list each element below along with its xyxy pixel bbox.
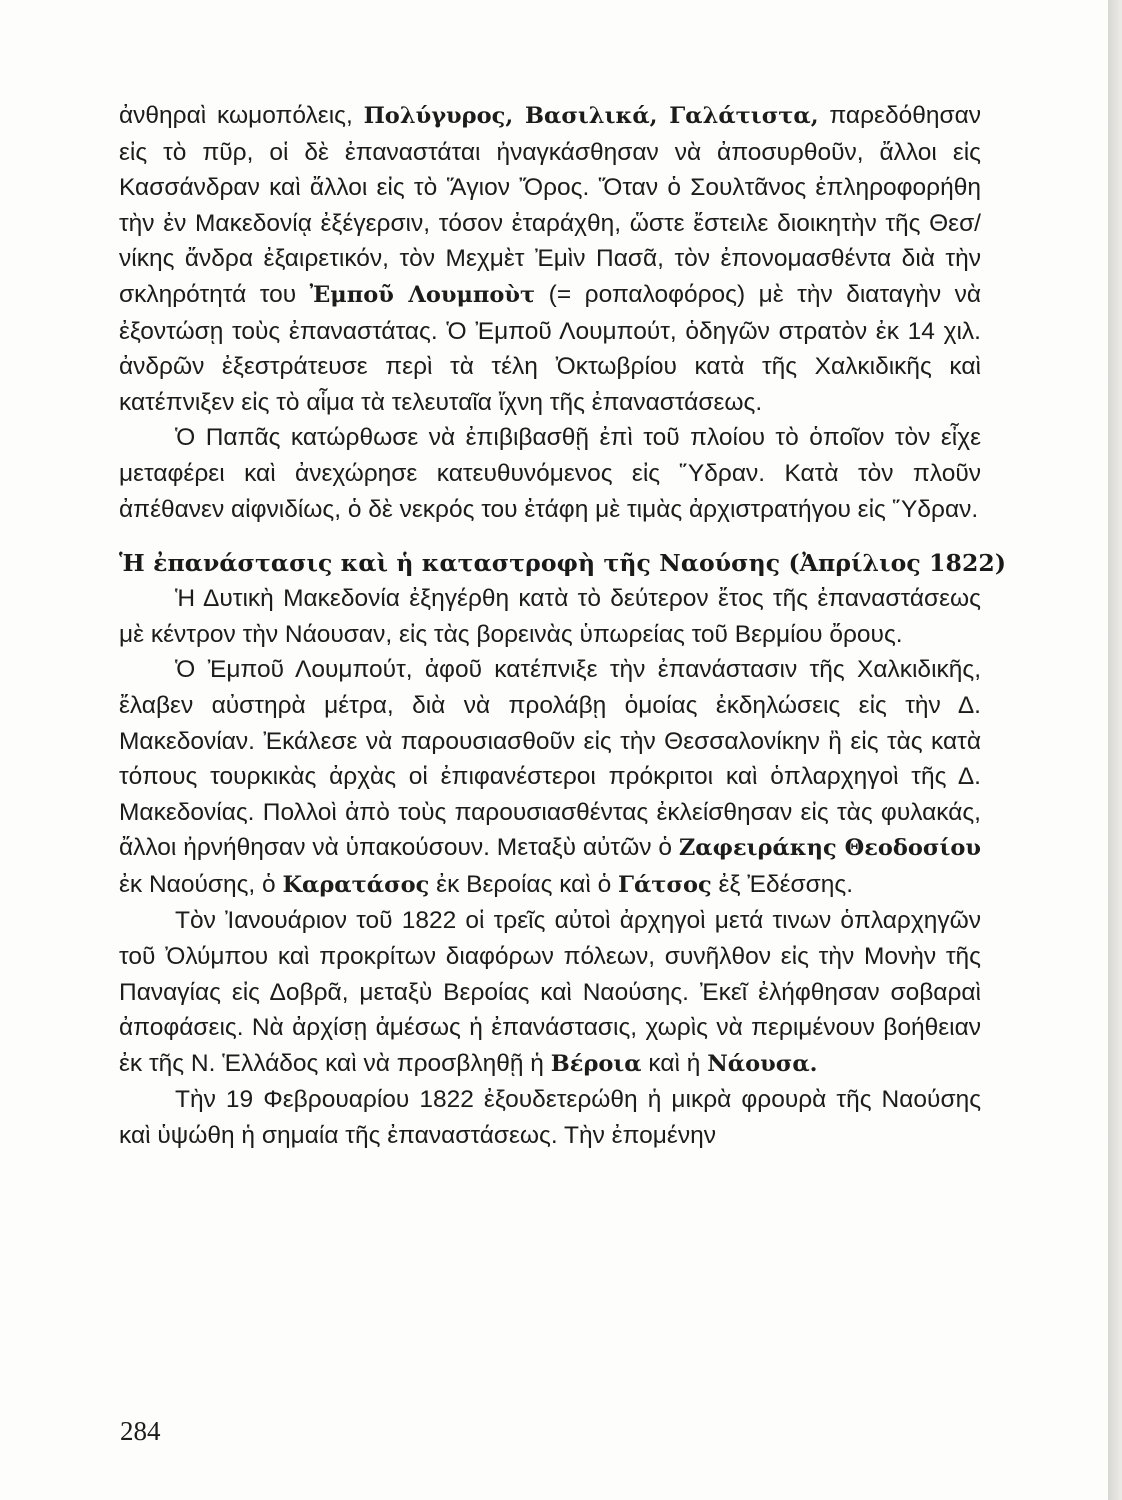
bold-run: Πολύγυρος, Βασιλικά, Γαλάτιστα,	[363, 103, 819, 129]
bold-run: Ἐμποῦ Λουμποὺτ	[309, 281, 536, 308]
bold-run: Γάτσος	[618, 871, 712, 898]
bold-run: Βέροια	[550, 1050, 642, 1077]
paragraph	[119, 98, 981, 420]
text-run: ἐκ Βεροίας καὶ ὁ	[429, 870, 619, 898]
text-run: Τὴν 19 Φεβρουαρίου 1822 ἐξουδετερώθη ἡ μικρὰ φρουρὰ τῆς Ναούσης καὶ ὑψώθη ἡ σημαία τῆς ἐπαναστάσεως. Τὴν ἐπομένην	[119, 1086, 981, 1150]
paragraph	[119, 420, 981, 527]
bold-run: Νάουσα.	[707, 1050, 818, 1077]
paragraph	[119, 581, 981, 652]
page-number: 284	[120, 1416, 161, 1446]
paragraph	[119, 1082, 981, 1153]
text-run: Ὁ Ἐμποῦ Λουμπούτ, ἀφοῦ κατέπνιξε τὴν ἐπανάστασιν τῆς Χαλκιδικῆς, ἔλαβεν αὐστηρὰ μέτρα, διὰ νὰ προλάβῃ ὁμοίας ἐκδηλώσεις εἰς τὴν Δ. Μακεδονίαν. Ἐκάλεσε νὰ παρουσιασθοῦν εἰς τὴν Θεσσαλονίκην ἢ εἰς τὰς κατὰ τόπους τουρκικὰς ἀρχὰς οἱ ἐπιφανέστεροι πρόκριτοι καὶ ὁπλαρχηγοὶ τῆς Δ. Μακεδονίας. Πολλοὶ ἀπὸ τοὺς παρουσιασθέντας ἐκλείσθησαν εἰς τὰς φυλακάς, ἄλλοι ἠρνήθησαν νὰ ὑπακούσουν. Μεταξὺ αὐτῶν ὁ	[119, 656, 981, 862]
paragraph	[119, 903, 981, 1082]
text-run: (= ροπαλοφόρος) μὲ τὴν διαταγὴν νὰ ἐξοντώσῃ τοὺς ἐπαναστάτας. Ὁ Ἐμποῦ Λουμπούτ, ὁδηγῶν στρατὸν ἐκ 14 χιλ. ἀνδρῶν ἐξεστράτευσε περὶ τὰ τέλη Ὀκτωβρίου κατὰ τῆς Χαλκιδικῆς καὶ κατέπνιξεν εἰς τὸ αἷμα τὰ τελευταῖα ἴχνη τῆς ἐπαναστάσεως.	[119, 280, 982, 416]
paragraph	[119, 652, 981, 903]
body-text	[119, 98, 1007, 1154]
text-run: ἀνθηραὶ κωμοπόλεις,	[119, 102, 364, 129]
text-run: ἐκ Ναούσης, ὁ	[119, 870, 283, 898]
bold-run: Καρατάσος	[282, 871, 430, 898]
text-run: παρεδόθησαν εἰς τὸ πῦρ, οἱ δὲ ἐπαναστάται ἠναγκάσθησαν νὰ ἀποσυρθοῦν, ἄλλοι εἰς Κασσάνδραν καὶ ἄλλοι εἰς τὸ Ἅγιον Ὄρος. Ὅταν ὁ Σουλτᾶνος ἐπληροφορήθη τὴν ἐν Μακεδονίᾳ ἐξέγερσιν, τόσον ἐταράχθη, ὥστε ἔστειλε διοικητὴν τῆς Θεσ/νίκης ἄνδρα ἐξαιρετικόν, τὸν Μεχμὲτ Ἐμὶν Πασᾶ, τὸν ἐπονομασθέντα διὰ τὴν σκληρότητά του	[119, 102, 981, 308]
text-run: Ὁ Παπᾶς κατώρθωσε νὰ ἐπιβιβασθῇ ἐπὶ τοῦ πλοίου τὸ ὁποῖον τὸν εἶχε μεταφέρει καὶ ἀνεχώρησε κατευθυνόμενος εἰς Ὕδραν. Κατὰ τὸν πλοῦν ἀπέθανεν αἰφνιδίως, ὁ δὲ νεκρός του ἐτάφη μὲ τιμὰς ἀρχιστρατήγου εἰς Ὕδραν.	[119, 424, 981, 523]
text-run: ἐξ Ἐδέσσης.	[711, 870, 854, 898]
text-run: καὶ ἡ	[641, 1049, 708, 1077]
text-run: Ἡ Δυτικὴ Μακεδονία ἐξηγέρθη κατὰ τὸ δεύτερον ἔτος τῆς ἐπαναστάσεως μὲ κέντρον τὴν Νάουσαν, εἰς τὰς βορεινὰς ὑπωρείας τοῦ Βερμίου ὄρους.	[119, 585, 981, 648]
section-heading: Ἡ ἐπανάστασις καὶ ἡ καταστροφὴ τῆς Ναούσης (Ἀπρίλιος 1822)	[119, 549, 1007, 578]
text-run: Τὸν Ἰανουάριον τοῦ 1822 οἱ τρεῖς αὐτοὶ ἀρχηγοὶ μετά τινων ὁπλαρχηγῶν τοῦ Ὀλύμπου καὶ προκρίτων διαφόρων πόλεων, συνῆλθον εἰς τὴν Μονὴν τῆς Παναγίας εἰς Δοβρᾶ, μεταξὺ Βεροίας καὶ Ναούσης. Ἐκεῖ ἐλήφθησαν σοβαραὶ ἀποφάσεις. Νὰ ἀρχίσῃ ἀμέσως ἡ ἐπανάστασις, χωρὶς νὰ περιμένουν βοήθειαν ἐκ τῆς Ν. Ἑλλάδος καὶ νὰ προσβληθῇ ἡ	[119, 907, 981, 1077]
page-edge	[1108, 0, 1122, 1500]
bold-run: Ζαφειράκης Θεοδοσίου	[678, 835, 981, 862]
